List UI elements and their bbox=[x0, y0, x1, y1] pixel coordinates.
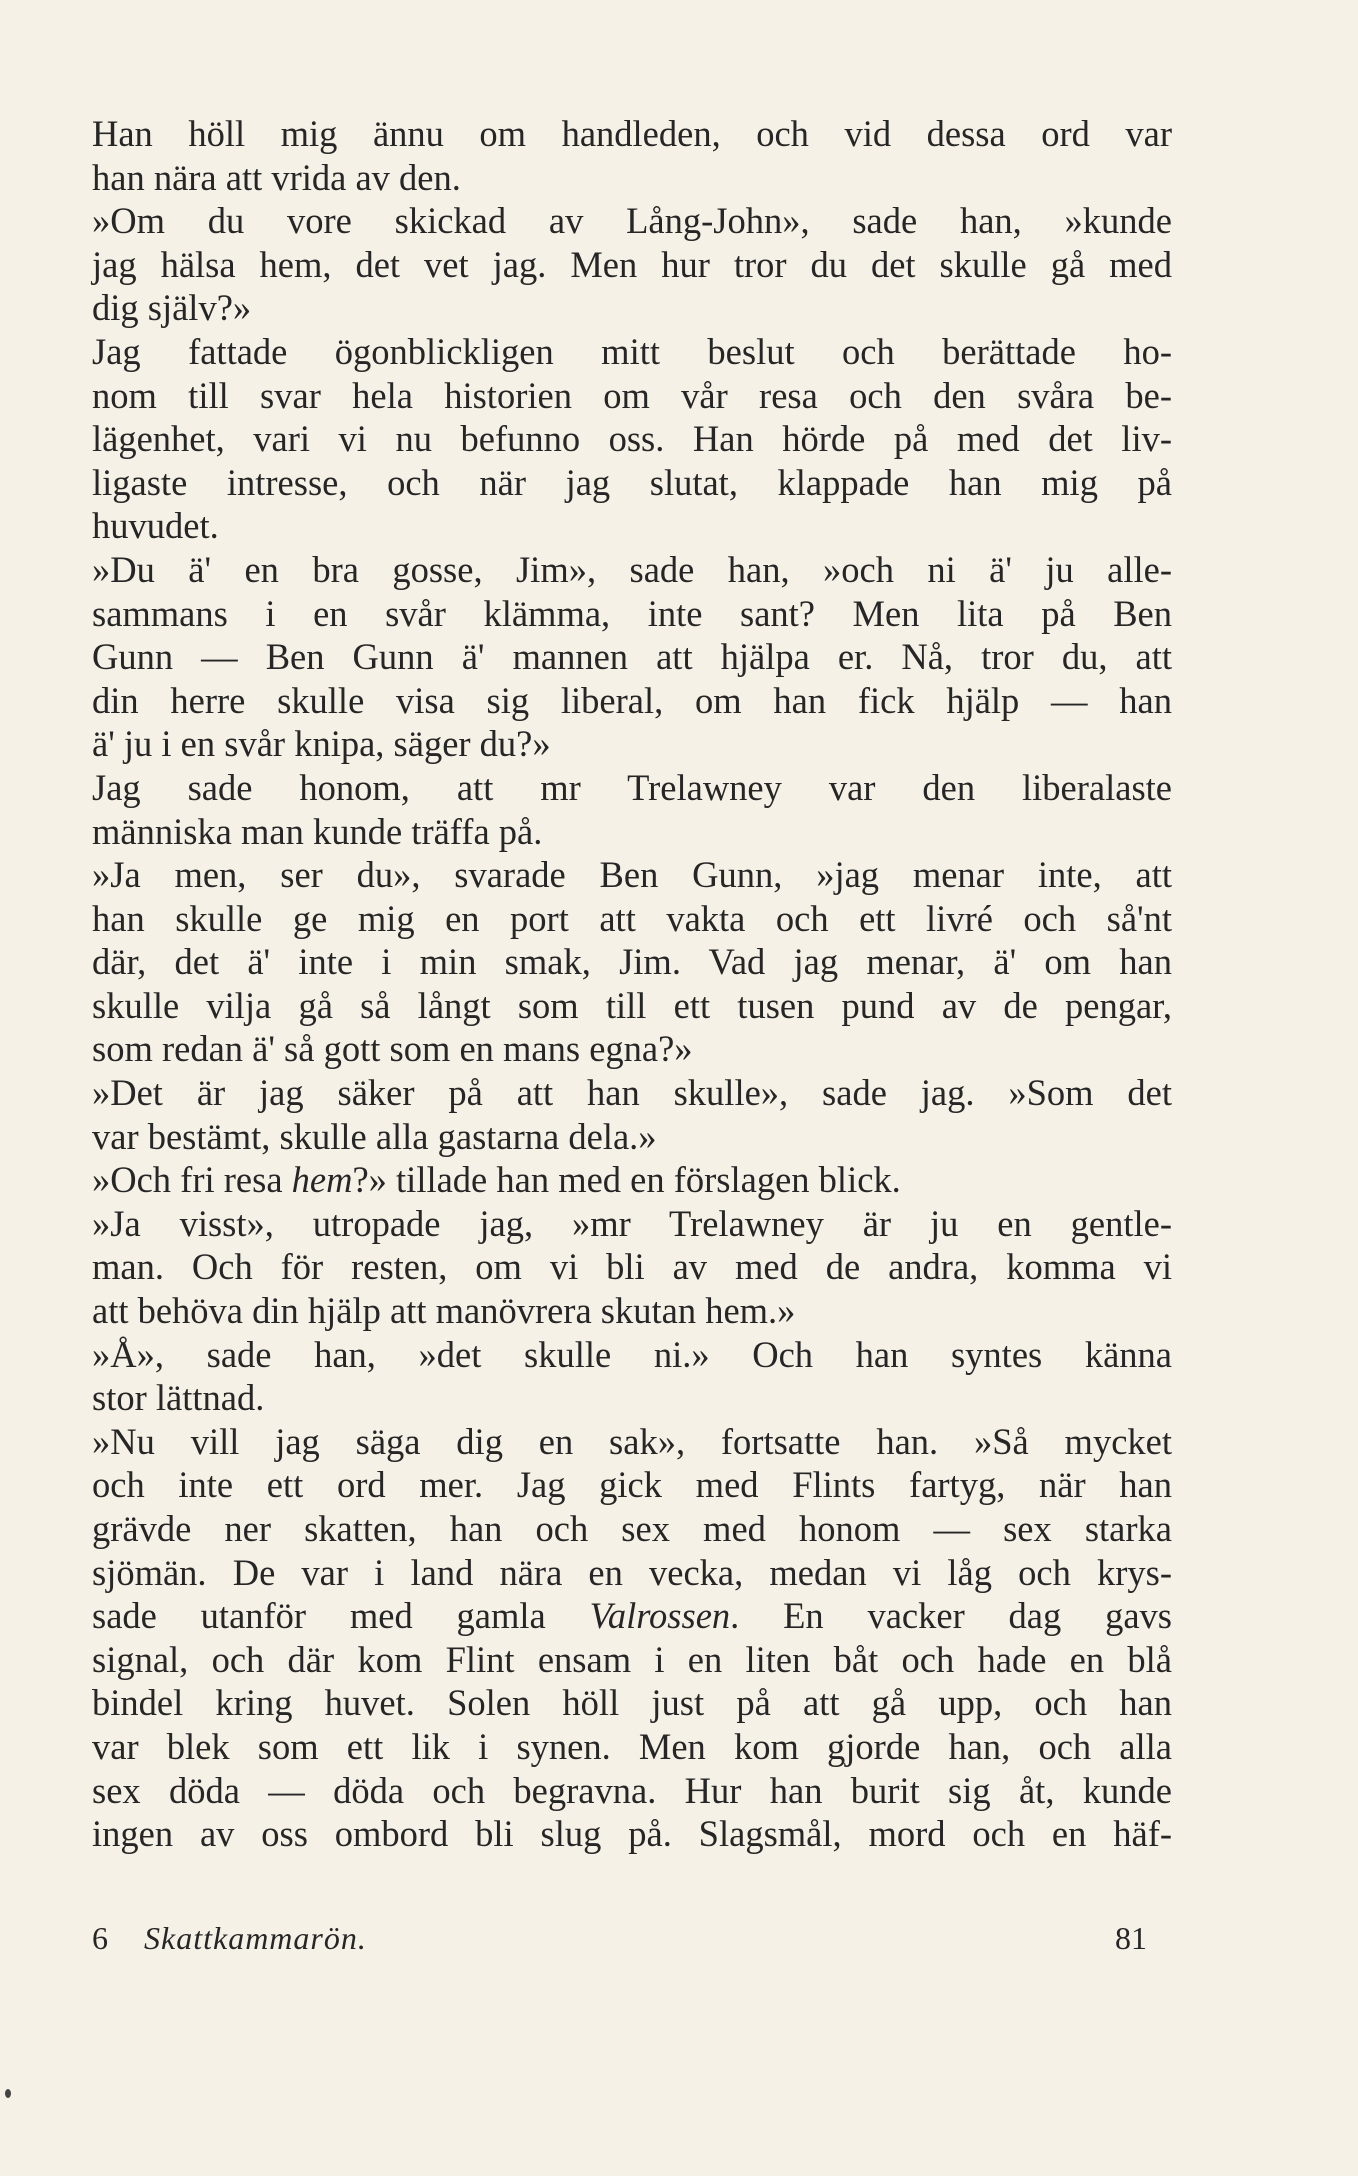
text-line: din herre skulle visa sig liberal, om han fick hjälp — han bbox=[92, 679, 1172, 721]
signature-title: Skattkammarön. bbox=[144, 1920, 367, 1956]
italic-word: hem bbox=[291, 1159, 353, 1201]
body-text bbox=[92, 112, 1172, 1856]
text-line: bindel kring huvet. Solen höll just på att gå upp, och han bbox=[92, 1682, 1172, 1724]
page-footer bbox=[92, 1918, 1147, 1958]
text-line: där, det ä' inte i min smak, Jim. Vad jag menar, ä' om han bbox=[92, 941, 1172, 983]
ink-speck bbox=[5, 2089, 11, 2098]
text-line: han skulle ge mig en port att vakta och ett livré och så'nt bbox=[92, 897, 1172, 939]
text-line: och inte ett ord mer. Jag gick med Flints fartyg, när han bbox=[92, 1464, 1172, 1506]
text-line: ingen av oss ombord bli slug på. Slagsmål, mord och en häf- bbox=[92, 1813, 1172, 1855]
text-line: ä' ju i en svår knipa, säger du?» bbox=[92, 723, 551, 765]
text-line: Han höll mig ännu om handleden, och vid dessa ord var bbox=[92, 113, 1172, 154]
text-line: »Du ä' en bra gosse, Jim», sade han, »och ni ä' ju alle- bbox=[92, 548, 1172, 590]
text-line: dig själv?» bbox=[92, 287, 252, 329]
text-line: »Ja visst», utropade jag, »mr Trelawney är ju en gentle- bbox=[92, 1202, 1172, 1244]
text-line: stor lättnad. bbox=[92, 1377, 265, 1419]
text-line: »Det är jag säker på att han skulle», sade jag. »Som det bbox=[92, 1072, 1172, 1114]
text-line: Jag fattade ögonblickligen mitt beslut och berättade ho- bbox=[92, 330, 1172, 372]
text-line: var blek som ett lik i synen. Men kom gjorde han, och alla bbox=[92, 1725, 1172, 1767]
text-line: man. Och för resten, om vi bli av med de andra, komma vi bbox=[92, 1246, 1172, 1288]
text-line: »Ja men, ser du», svarade Ben Gunn, »jag menar inte, att bbox=[92, 854, 1172, 896]
text-line: »Å», sade han, »det skulle ni.» Och han syntes känna bbox=[92, 1333, 1172, 1375]
text-line: Jag sade honom, att mr Trelawney var den liberalaste bbox=[92, 766, 1172, 808]
text-line: sjömän. De var i land nära en vecka, medan vi låg och krys- bbox=[92, 1551, 1172, 1593]
italic-ship-name: Valrossen bbox=[589, 1595, 731, 1637]
text-line: »Om du vore skickad av Lång-John», sade han, »kunde bbox=[92, 200, 1172, 242]
text-line: skulle vilja gå så långt som till ett tusen pund av de pengar, bbox=[92, 984, 1172, 1026]
text-line: signal, och där kom Flint ensam i en liten båt och hade en blå bbox=[92, 1638, 1172, 1680]
text-line: jag hälsa hem, det vet jag. Men hur tror du det skulle gå med bbox=[92, 243, 1172, 285]
text-line: han nära att vrida av den. bbox=[92, 156, 461, 198]
text-line: var bestämt, skulle alla gastarna dela.» bbox=[92, 1115, 657, 1157]
text-fragment: »Och fri resa bbox=[92, 1159, 292, 1201]
text-fragment: . En vacker dag gavs bbox=[730, 1595, 1172, 1637]
text-line: huvudet. bbox=[92, 505, 219, 547]
text-line: Gunn — Ben Gunn ä' mannen att hjälpa er. Nå, tror du, att bbox=[92, 636, 1172, 678]
text-fragment: ?» tillade han med en förslagen blick. bbox=[352, 1159, 901, 1201]
text-fragment: sade utanför med gamla bbox=[92, 1595, 590, 1637]
page-number: 81 bbox=[1115, 1920, 1147, 1956]
text-line: »Nu vill jag säga dig en sak», fortsatte han. »Så mycket bbox=[92, 1420, 1172, 1462]
text-line: sex döda — döda och begravna. Hur han burit sig åt, kunde bbox=[92, 1769, 1172, 1811]
text-line: ligaste intresse, och när jag slutat, klappade han mig på bbox=[92, 461, 1172, 503]
text-line: att behöva din hjälp att manövrera skutan hem.» bbox=[92, 1290, 796, 1332]
text-line: människa man kunde träffa på. bbox=[92, 810, 543, 852]
text-line bbox=[92, 1594, 1172, 1638]
text-line: sammans i en svår klämma, inte sant? Men lita på Ben bbox=[92, 592, 1172, 634]
signature-number: 6 bbox=[92, 1920, 108, 1956]
text-line: nom till svar hela historien om vår resa och den svåra be- bbox=[92, 374, 1172, 416]
text-line: som redan ä' så gott som en mans egna?» bbox=[92, 1028, 693, 1070]
text-line bbox=[92, 1158, 1172, 1202]
text-line: grävde ner skatten, han och sex med honom — sex starka bbox=[92, 1508, 1172, 1549]
text-line: lägenhet, vari vi nu befunno oss. Han hörde på med det liv- bbox=[92, 418, 1172, 460]
